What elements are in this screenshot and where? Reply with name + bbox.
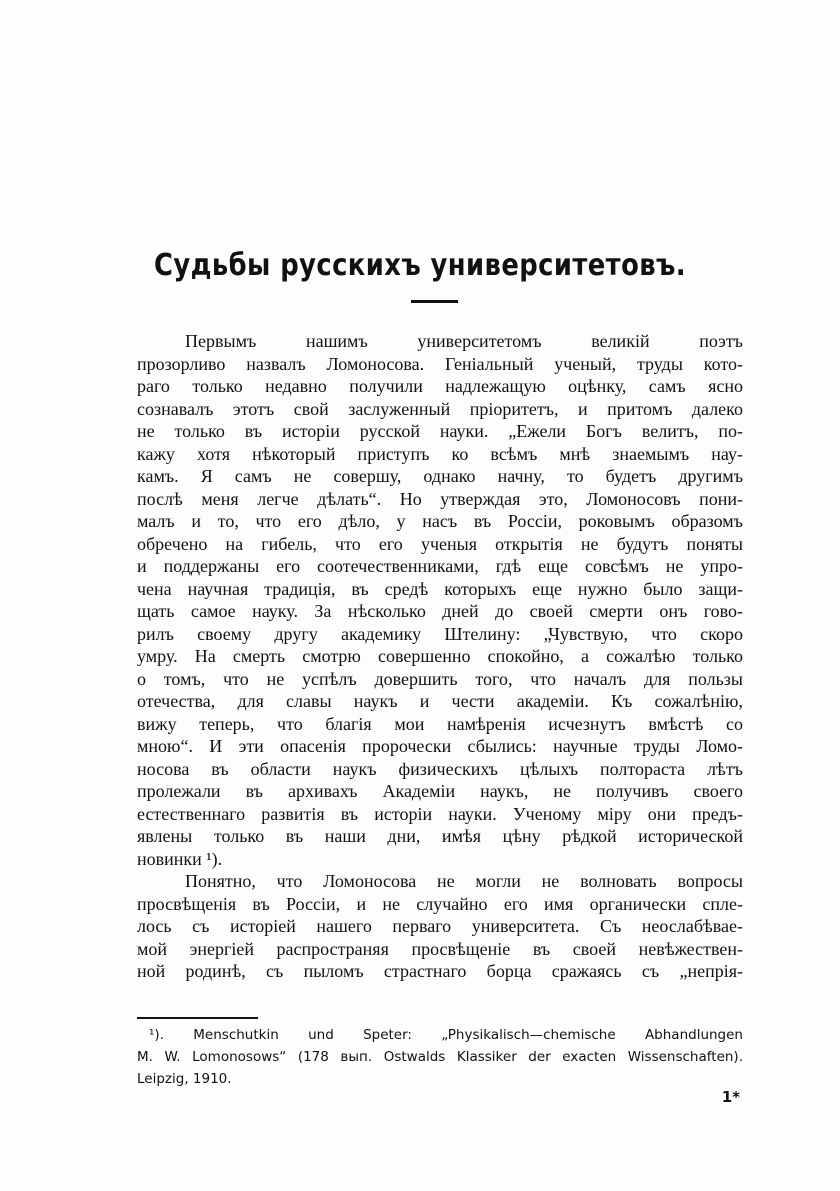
text-line: рилъ своему другу академику Штелину: „Чувствую, что скоро (137, 623, 743, 644)
footnote-line: ¹). Menschutkin und Speter: „Physikalisch—chemische Abhandlungen (149, 1027, 743, 1043)
text-line: прозорливо назвалъ Ломоносова. Геніальный ученый, труды кото- (137, 353, 743, 374)
text-line: не только въ исторіи русской науки. „Ежели Богъ велитъ, по- (137, 421, 743, 441)
text-line: Понятно, что Ломоносова не могли не волновать вопросы (185, 871, 743, 891)
title-underline (411, 300, 458, 303)
text-line: мною“. И эти опасенія пророчески сбылись: научные труды Ломо- (137, 736, 743, 756)
text-line: лось съ исторіей нашего перваго университета. Съ неослабѣвае- (137, 916, 743, 936)
text-line: сознавалъ этотъ свой заслуженный пріоритетъ, и притомъ далеко (137, 398, 743, 419)
text-line: умру. На смерть смотрю совершенно спокойно, а сожалѣю только (137, 646, 743, 666)
footnote (137, 1024, 743, 1090)
text-line: малъ и то, что его дѣло, у насъ въ Россіи, роковымъ образомъ (137, 511, 743, 531)
page-number: 1* (721, 1088, 740, 1106)
text-line: и поддержаны его соотечественниками, гдѣ еще совсѣмъ не упро- (137, 556, 743, 576)
text-line: обречено на гибель, что его ученыя открытія не будутъ поняты (137, 533, 743, 554)
footnote-line: Leipzig, 1910. (137, 1071, 232, 1087)
text-line: отечества, для славы наукъ и чести академіи. Къ сожалѣнію, (137, 691, 743, 711)
text-line: чена научная традиція, въ средѣ которыхъ еще нужно было защи- (137, 578, 743, 599)
text-line: Первымъ нашимъ университетомъ великій поэтъ (185, 331, 743, 351)
chapter-title: Судьбы русскихъ университетовъ. (153, 248, 687, 283)
text-line: мой энергіей распространяя просвѣщеніе въ своей невѣжествен- (137, 938, 743, 959)
footnote-separator (137, 1017, 258, 1019)
text-line: явлены только въ наши дни, имѣя цѣну рѣдкой исторической (137, 826, 743, 846)
text-line: о томъ, что не успѣлъ довершить того, что началъ для пользы (137, 668, 743, 689)
text-line: раго только недавно получили надлежащую оцѣнку, самъ ясно (137, 376, 743, 396)
text-line: вижу теперь, что благія мои намѣренія исчезнутъ вмѣстѣ со (137, 713, 743, 734)
text-line: щать самое науку. За нѣсколько дней до своей смерти онъ гово- (137, 601, 743, 621)
text-line: кажу хотя нѣкоторый приступъ ко всѣмъ мнѣ знаемымъ нау- (137, 443, 743, 464)
footnote-line: M. W. Lomonosows“ (178 вып. Ostwalds Klassiker der exacten Wissenschaften). (137, 1049, 743, 1065)
text-line: камъ. Я самъ не совершу, однако начну, то будетъ другимъ (137, 466, 743, 486)
text-line: носова въ области наукъ физическихъ цѣлыхъ полтораста лѣтъ (137, 758, 743, 779)
text-line: новинки ¹). (137, 848, 223, 869)
text-line: естественнаго развитія въ исторіи науки. Ученому міру они предъ- (137, 803, 743, 824)
text-line: послѣ меня легче дѣлать“. Но утверждая это, Ломоносовъ пони- (137, 488, 743, 509)
text-line: просвѣщенія въ Россіи, и не случайно его имя органически спле- (137, 893, 743, 914)
body-text (137, 330, 743, 983)
text-line: пролежали въ архивахъ Академіи наукъ, не получивъ своего (137, 781, 743, 801)
text-line: ной родинѣ, съ пыломъ страстнаго борца сражаясь съ „непрія- (137, 961, 743, 981)
